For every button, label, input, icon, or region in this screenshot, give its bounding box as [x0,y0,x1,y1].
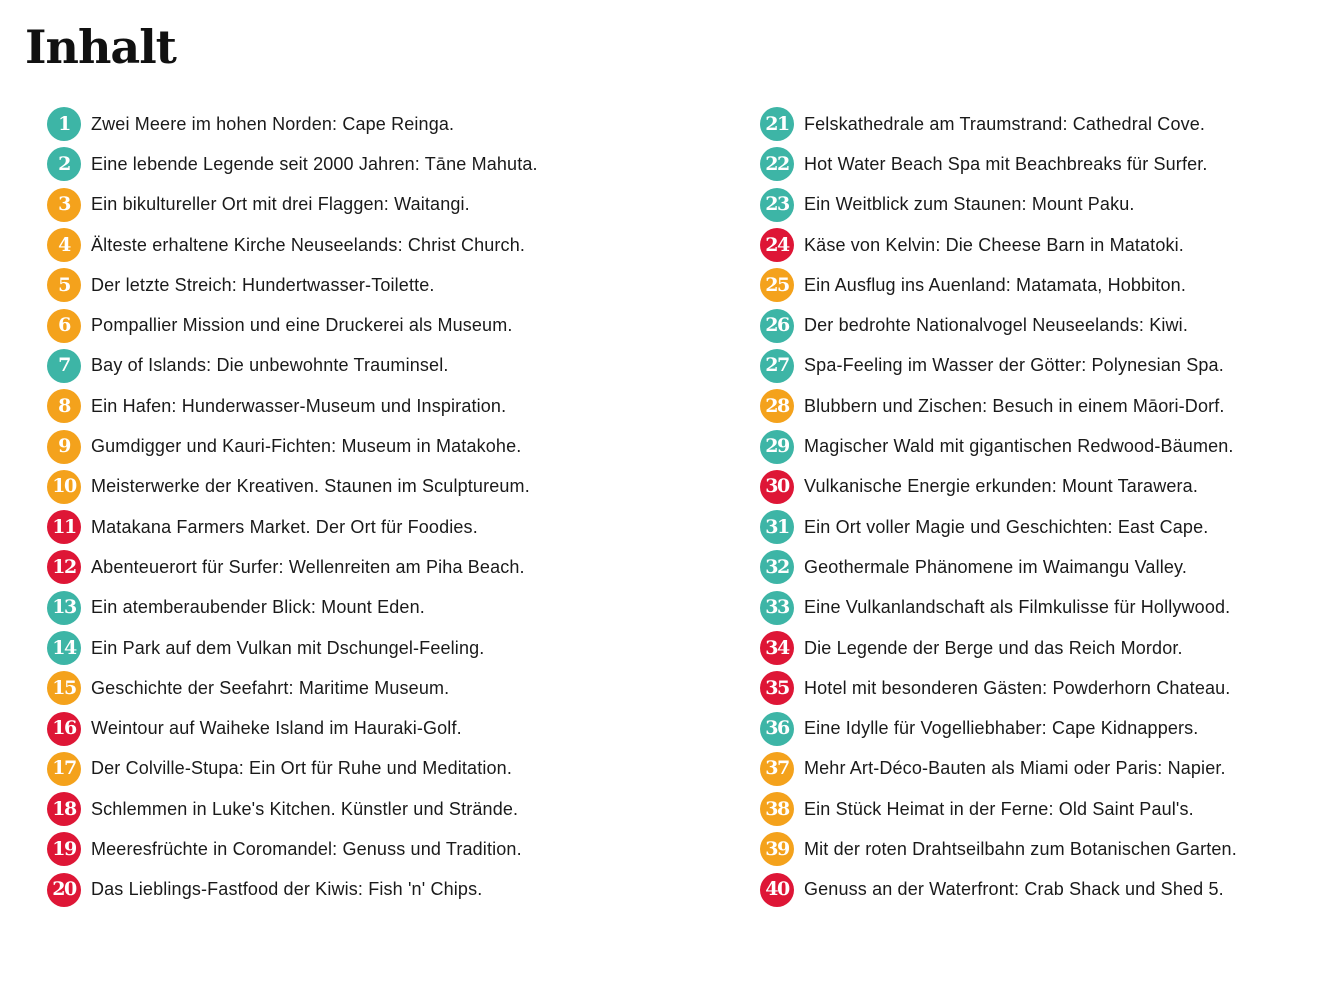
toc-entry [47,628,707,668]
entry-number-badge: 38 [760,792,794,826]
entry-title: Mehr Art-Déco-Bauten als Miami oder Paris: Napier. [804,758,1226,779]
entry-number-badge: 10 [47,470,81,504]
toc-entry [47,749,707,789]
toc-entry [47,265,707,305]
entry-number-badge: 30 [760,470,794,504]
entry-title: Ein Hafen: Hunderwasser-Museum und Inspiration. [91,395,507,416]
entry-number-badge: 32 [760,550,794,584]
entry-number-badge: 26 [760,309,794,343]
entry-title: Die Legende der Berge und das Reich Mordor. [804,637,1183,658]
entry-title: Der Colville-Stupa: Ein Ort für Ruhe und Meditation. [91,758,512,779]
entry-number-badge: 22 [760,147,794,181]
entry-number-badge: 28 [760,389,794,423]
entry-title: Gumdigger und Kauri-Fichten: Museum in Matakohe. [91,436,522,457]
entry-title: Pompallier Mission und eine Druckerei als Museum. [91,315,513,336]
toc-entry [47,386,707,426]
toc-entry [47,588,707,628]
entry-number-badge: 9 [47,430,81,464]
toc-entry [47,426,707,466]
entry-title: Meeresfrüchte in Coromandel: Genuss und Tradition. [91,838,522,859]
toc-entry [760,467,1320,507]
entry-title: Schlemmen in Luke's Kitchen. Künstler und Strände. [91,798,519,819]
toc-entry [760,628,1320,668]
toc-entry [47,708,707,748]
entry-title: Weintour auf Waiheke Island im Hauraki-Golf. [91,718,462,739]
toc-entry [47,547,707,587]
entry-title: Hotel mit besonderen Gästen: Powderhorn Chateau. [804,677,1231,698]
entry-title: Vulkanische Energie erkunden: Mount Tarawera. [804,476,1198,497]
entry-number-badge: 35 [760,671,794,705]
toc-entry [760,668,1320,708]
entry-title: Magischer Wald mit gigantischen Redwood-Bäumen. [804,436,1234,457]
entry-title: Bay of Islands: Die unbewohnte Trauminsel. [91,355,449,376]
entry-number-badge: 19 [47,832,81,866]
toc-entry [760,426,1320,466]
toc-entry [760,547,1320,587]
entry-number-badge: 3 [47,188,81,222]
entry-number-badge: 37 [760,752,794,786]
entry-title: Genuss an der Waterfront: Crab Shack und Shed 5. [804,879,1224,900]
toc-entry [760,225,1320,265]
entry-number-badge: 34 [760,631,794,665]
entry-number-badge: 25 [760,268,794,302]
entry-title: Ein Ort voller Magie und Geschichten: East Cape. [804,516,1209,537]
entry-number-badge: 4 [47,228,81,262]
page-title: Inhalt [25,20,176,74]
entry-title: Älteste erhaltene Kirche Neuseelands: Christ Church. [91,234,526,255]
entry-number-badge: 1 [47,107,81,141]
entry-title: Geschichte der Seefahrt: Maritime Museum. [91,677,450,698]
toc-entry [47,305,707,345]
toc-list-left [47,104,707,910]
entry-title: Eine Idylle für Vogelliebhaber: Cape Kidnappers. [804,718,1199,739]
toc-list-right [760,104,1320,910]
entry-number-badge: 16 [47,712,81,746]
entry-title: Eine Vulkanlandschaft als Filmkulisse für Hollywood. [804,597,1231,618]
entry-title: Blubbern und Zischen: Besuch in einem Māori-Dorf. [804,395,1225,416]
entry-title: Spa-Feeling im Wasser der Götter: Polynesian Spa. [804,355,1224,376]
toc-entry [760,104,1320,144]
toc-entry [760,588,1320,628]
toc-entry [760,749,1320,789]
entry-title: Eine lebende Legende seit 2000 Jahren: Tāne Mahuta. [91,153,538,174]
toc-entry [760,305,1320,345]
toc-entry [760,386,1320,426]
entry-number-badge: 8 [47,389,81,423]
toc-entry [760,265,1320,305]
entry-number-badge: 13 [47,591,81,625]
entry-number-badge: 36 [760,712,794,746]
entry-title: Meisterwerke der Kreativen. Staunen im Sculptureum. [91,476,530,497]
entry-title: Ein Stück Heimat in der Ferne: Old Saint Paul's. [804,798,1194,819]
toc-entry [47,225,707,265]
entry-title: Ein Ausflug ins Auenland: Matamata, Hobbiton. [804,274,1186,295]
entry-title: Ein Park auf dem Vulkan mit Dschungel-Feeling. [91,637,485,658]
entry-title: Käse von Kelvin: Die Cheese Barn in Matatoki. [804,234,1184,255]
entry-number-badge: 7 [47,349,81,383]
toc-entry [760,185,1320,225]
toc-entry [760,829,1320,869]
entry-title: Ein Weitblick zum Staunen: Mount Paku. [804,194,1135,215]
entry-number-badge: 18 [47,792,81,826]
entry-title: Geothermale Phänomene im Waimangu Valley. [804,556,1187,577]
toc-entry [760,507,1320,547]
entry-title: Matakana Farmers Market. Der Ort für Foodies. [91,516,478,537]
toc-entry [47,185,707,225]
toc-entry [760,870,1320,910]
entry-number-badge: 21 [760,107,794,141]
entry-number-badge: 15 [47,671,81,705]
entry-number-badge: 31 [760,510,794,544]
entry-title: Abenteuerort für Surfer: Wellenreiten am Piha Beach. [91,556,525,577]
entry-number-badge: 2 [47,147,81,181]
toc-entry [47,789,707,829]
entry-title: Das Lieblings-Fastfood der Kiwis: Fish 'n' Chips. [91,879,483,900]
entry-number-badge: 6 [47,309,81,343]
entry-number-badge: 24 [760,228,794,262]
toc-entry [760,144,1320,184]
toc-entry [47,870,707,910]
entry-number-badge: 27 [760,349,794,383]
entry-title: Ein atemberaubender Blick: Mount Eden. [91,597,425,618]
entry-number-badge: 20 [47,873,81,907]
entry-number-badge: 33 [760,591,794,625]
entry-title: Ein bikultureller Ort mit drei Flaggen: Waitangi. [91,194,470,215]
toc-entry [760,789,1320,829]
entry-title: Hot Water Beach Spa mit Beachbreaks für Surfer. [804,153,1208,174]
toc-entry [47,346,707,386]
toc-entry [47,467,707,507]
entry-number-badge: 23 [760,188,794,222]
entry-title: Felskathedrale am Traumstrand: Cathedral Cove. [804,113,1206,134]
entry-number-badge: 40 [760,873,794,907]
entry-title: Zwei Meere im hohen Norden: Cape Reinga. [91,113,455,134]
toc-entry [760,346,1320,386]
toc-entry [47,829,707,869]
toc-entry [760,708,1320,748]
entry-title: Der letzte Streich: Hundertwasser-Toilette. [91,274,435,295]
toc-entry [47,668,707,708]
entry-number-badge: 17 [47,752,81,786]
entry-title: Mit der roten Drahtseilbahn zum Botanischen Garten. [804,838,1237,859]
entry-number-badge: 29 [760,430,794,464]
toc-entry [47,507,707,547]
entry-number-badge: 12 [47,550,81,584]
entry-number-badge: 14 [47,631,81,665]
entry-number-badge: 39 [760,832,794,866]
toc-entry [47,104,707,144]
entry-number-badge: 11 [47,510,81,544]
toc-entry [47,144,707,184]
entry-title: Der bedrohte Nationalvogel Neuseelands: Kiwi. [804,315,1188,336]
entry-number-badge: 5 [47,268,81,302]
